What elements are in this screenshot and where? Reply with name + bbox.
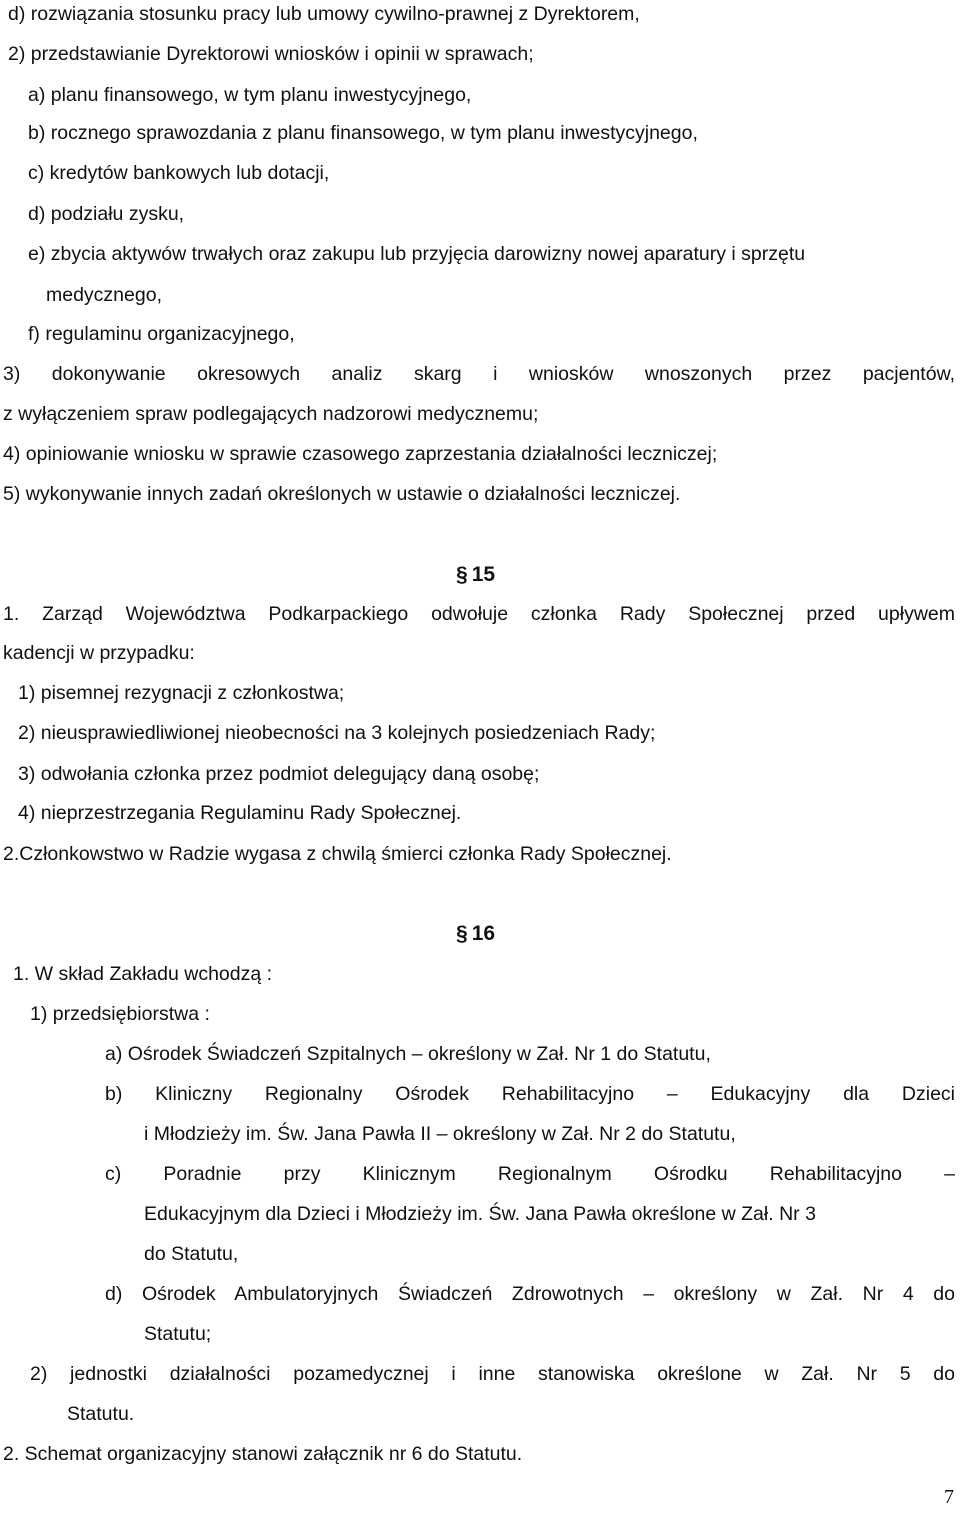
sec16-item-b-cont: i Młodzieży im. Św. Jana Pawła II – określony w Zał. Nr 2 do Statutu, — [144, 1123, 736, 1145]
item-d-dismissal: d) rozwiązania stosunku pracy lub umowy cywilno-prawnej z Dyrektorem, — [8, 3, 640, 25]
sec16-item-2-cont: Statutu. — [67, 1403, 135, 1425]
sec16-item-c: c) Poradnie przy Klinicznym Regionalnym Ośrodku Rehabilitacyjno – — [105, 1163, 955, 1185]
section-number: 16 — [471, 922, 496, 945]
sec16-item-d-cont: Statutu; — [144, 1323, 212, 1345]
sec15-para-1: 1. Zarząd Województwa Podkarpackiego odwołuje członka Rady Społecznej przed upływem — [3, 603, 955, 625]
item-b-annual-report: b) rocznego sprawozdania z planu finansowego, w tym planu inwestycyjnego, — [28, 122, 698, 144]
item-e-assets: e) zbycia aktywów trwałych oraz zakupu lub przyjęcia darowizny nowej aparatury i sprzętu — [28, 243, 806, 265]
sec15-para-1-cont: kadencji w przypadku: — [3, 642, 195, 664]
section-15-heading — [456, 563, 495, 587]
sec15-para-2: 2.Członkowstwo w Radzie wygasa z chwilą śmierci członka Rady Społecznej. — [3, 843, 672, 865]
item-3-complaints: 3) dokonywanie okresowych analiz skarg i wniosków wnoszonych przez pacjentów, — [3, 363, 955, 385]
item-d-profit: d) podziału zysku, — [28, 203, 185, 225]
sec16-item-a: a) Ośrodek Świadczeń Szpitalnych – określony w Zał. Nr 1 do Statutu, — [105, 1043, 711, 1065]
sec16-item-b: b) Kliniczny Regionalny Ośrodek Rehabilitacyjno – Edukacyjny dla Dzieci — [105, 1083, 955, 1105]
sec16-item-2: 2) jednostki działalności pozamedycznej i inne stanowiska określone w Zał. Nr 5 do — [30, 1363, 955, 1385]
sec15-item-1: 1) pisemnej rezygnacji z członkostwa; — [18, 682, 345, 704]
sec16-para-2: 2. Schemat organizacyjny stanowi załącznik nr 6 do Statutu. — [3, 1443, 523, 1465]
sec16-item-1: 1) przedsiębiorstwa : — [30, 1003, 210, 1025]
section-sign: § — [456, 563, 468, 586]
item-f-regulations: f) regulaminu organizacyjnego, — [28, 323, 295, 345]
sec15-item-4: 4) nieprzestrzegania Regulaminu Rady Społecznej. — [18, 802, 462, 824]
sec16-item-c-cont: Edukacyjnym dla Dzieci i Młodzieży im. Św. Jana Pawła określone w Zał. Nr 3 — [144, 1203, 816, 1225]
sec16-para-1: 1. W skład Zakładu wchodzą : — [13, 963, 273, 985]
item-e-assets-cont: medycznego, — [46, 284, 162, 306]
item-3-complaints-cont: z wyłączeniem spraw podlegających nadzorowi medycznemu; — [3, 403, 539, 425]
sec15-item-3: 3) odwołania członka przez podmiot delegujący daną osobę; — [18, 763, 540, 785]
section-sign: § — [456, 922, 468, 945]
section-number: 15 — [471, 563, 496, 586]
item-a-financial-plan: a) planu finansowego, w tym planu inwestycyjnego, — [28, 84, 472, 106]
item-5-other-tasks: 5) wykonywanie innych zadań określonych w ustawie o działalności leczniczej. — [3, 483, 681, 505]
section-16-heading — [456, 922, 495, 946]
sec15-item-2: 2) nieusprawiedliwionej nieobecności na 3 kolejnych posiedzeniach Rady; — [18, 722, 656, 744]
sec16-item-d: d) Ośrodek Ambulatoryjnych Świadczeń Zdrowotnych – określony w Zał. Nr 4 do — [105, 1283, 955, 1305]
item-c-credits: c) kredytów bankowych lub dotacji, — [28, 162, 330, 184]
page-number: 7 — [944, 1486, 954, 1508]
item-2-opinions: 2) przedstawianie Dyrektorowi wniosków i opinii w sprawach; — [8, 43, 534, 65]
sec16-item-c-cont-2: do Statutu, — [144, 1243, 239, 1265]
item-4-opinion: 4) opiniowanie wniosku w sprawie czasowego zaprzestania działalności leczniczej; — [3, 443, 718, 465]
